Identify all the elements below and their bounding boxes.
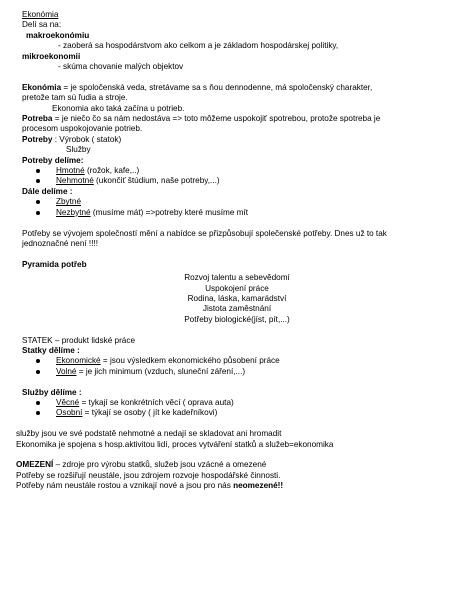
potreby-line xyxy=(22,135,462,145)
list-item-term: Hmotné xyxy=(56,166,85,176)
list-item xyxy=(22,166,462,176)
list-item-term: Osobní xyxy=(56,408,83,418)
list-item-text: (rožok, kafe,..) xyxy=(84,166,140,176)
potreba-text: = je niečo čo sa nám nedostáva => toto môžeme uspokojiť spotrebou, protože spotreba je xyxy=(52,114,381,124)
mikro-description: - skúma chovanie malých objektov xyxy=(58,62,184,72)
list-item-text: (musíme mát) =>potreby které musíme mít xyxy=(90,207,249,217)
bullet-icon xyxy=(36,179,40,183)
statky-list xyxy=(22,356,462,377)
definition-line-2: pretože tam sú ľudia a stroje. xyxy=(22,93,128,103)
pyramid-level: Potřeby biologické(jíst, pít,...) xyxy=(184,314,290,324)
potreba-line-2: procesom uspokojovanie potrieb. xyxy=(22,124,143,134)
bullet-icon xyxy=(36,359,40,363)
list-item xyxy=(22,367,462,377)
list-item xyxy=(22,356,462,366)
omezeni-line-3 xyxy=(16,481,462,491)
list-item xyxy=(22,398,462,408)
potreby-delime-heading: Potreby delíme: xyxy=(22,155,84,165)
paragraph-1-line-2: jednoznačné není !!!! xyxy=(22,238,99,248)
omezeni-text-3: Potřeby nám neustále rostou a vznikají nové a jsou pro nás xyxy=(16,481,234,491)
list-item xyxy=(22,408,462,418)
list-item xyxy=(22,197,462,207)
makro-description: - zaoberá sa hospodárstvom ako celkom a je základom hospodárskej politiky, xyxy=(58,41,339,51)
definition-line-1 xyxy=(22,83,462,93)
omezeni-emphasis: neomezené!! xyxy=(233,481,284,491)
list-item xyxy=(22,208,462,218)
list-item-term: Věcné xyxy=(56,397,80,407)
makro-heading: makroekonómiu xyxy=(26,30,90,40)
list-item-term: Ekonomické xyxy=(56,356,101,366)
potreby-value: : Výrobok ( statok) xyxy=(52,134,122,144)
definition-term: Ekonómia xyxy=(22,82,62,92)
sluzby-list xyxy=(22,398,462,419)
list-item-text: = týkají se osoby ( jít ke kadeřníkovi) xyxy=(82,408,218,418)
list-item-text: = jsou výsledkem ekonomického působení práce xyxy=(100,356,280,366)
bullet-icon xyxy=(36,169,40,173)
document-title: Ekonómia xyxy=(22,10,59,19)
potreby-list xyxy=(22,166,462,187)
list-item xyxy=(22,176,462,186)
paragraph-2-line-1: služby jsou ve své podstatě nehmotné a nedají se skladovat ani hromadit xyxy=(16,429,282,439)
definition-line-3: Ekonomia ako taká začína u potrieb. xyxy=(52,103,185,113)
dale-list xyxy=(22,197,462,218)
omezeni-term: OMEZENÍ xyxy=(16,460,54,470)
statek-line: STATEK – produkt lidské práce xyxy=(22,335,136,345)
list-item-term: Zbytné xyxy=(56,197,82,207)
sluzby-delime-heading: Služby dělíme : xyxy=(22,387,82,397)
bullet-icon xyxy=(36,200,40,204)
dale-delime-heading: Dále delíme : xyxy=(22,186,73,196)
list-item-term: Volné xyxy=(56,366,77,376)
omezeni-line-1 xyxy=(16,460,462,470)
pyramid-level: Rozvoj talentu a sebevědomí xyxy=(184,273,290,283)
bullet-icon xyxy=(36,401,40,405)
bullet-icon xyxy=(36,370,40,374)
potreba-term: Potreba xyxy=(22,114,53,124)
list-item-text: (ukončiť štúdium, naše potreby,...) xyxy=(93,176,220,186)
definition-text: = je spoločenská veda, stretávame sa s ňou dennodenne, má spoločenský charakter, xyxy=(61,82,373,92)
list-item-term: Nehmotné xyxy=(56,176,94,186)
mikro-heading: mikroekonomii xyxy=(22,51,81,61)
paragraph-1-line-1: Potřeby se vývojem společností mění a nabídce se přizpůsobují společenské potřeby. Dnes už to tak xyxy=(22,228,387,238)
pyramid-level: Rodina, láska, kamarádství xyxy=(187,293,287,303)
document-page xyxy=(16,10,462,492)
paragraph-2-line-2: Ekonomika je spojena s hosp.aktivitou lidí, proces vytváření statků a služeb=ekonomika xyxy=(16,439,334,449)
pyramid-level: Jistota zaměstnání xyxy=(202,304,272,314)
intro-line: Delí sa na: xyxy=(22,20,62,30)
list-item-text: = tykají se konkrétních věcí ( oprava auta) xyxy=(79,397,234,407)
list-item-text: = je jich minimum (vzduch, sluneční záření,...) xyxy=(76,366,246,376)
pyramid-level: Uspokojení práce xyxy=(205,283,269,293)
potreby-sub: Služby xyxy=(66,145,91,155)
statky-delime-heading: Statky dělíme : xyxy=(22,345,80,355)
bullet-icon xyxy=(36,211,40,215)
potreby-term: Potreby xyxy=(22,134,53,144)
omezeni-text: – zdroje pro výrobu statků, služeb jsou vzácné a omezené xyxy=(53,460,267,470)
omezeni-line-2: Potřeby se rozšiřují neustále, jsou zdrojem rozvoje hospodářské činnosti. xyxy=(16,470,281,480)
pyramid-title: Pyramida potřeb xyxy=(22,259,87,269)
list-item-term: Nezbytné xyxy=(56,207,91,217)
potreba-line-1 xyxy=(22,114,462,124)
bullet-icon xyxy=(36,411,40,415)
